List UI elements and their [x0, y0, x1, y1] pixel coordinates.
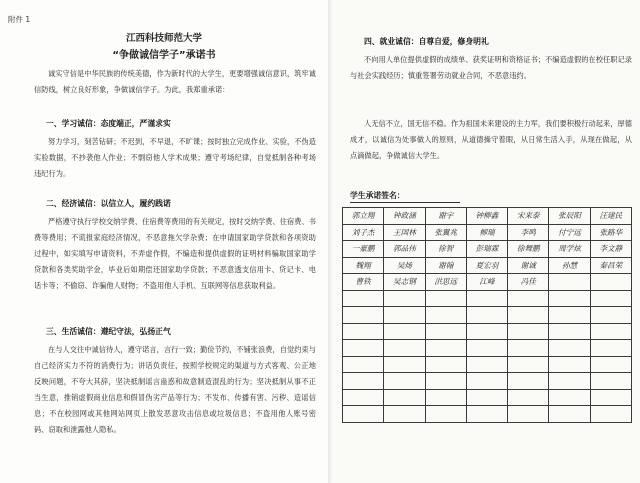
signature-cell: [384, 406, 425, 423]
signature-cell: [343, 307, 384, 324]
signature-underline: [350, 202, 460, 203]
signature-cell: 谢诚: [508, 257, 549, 274]
signature-cell: [508, 389, 549, 406]
signature-cell: [425, 406, 466, 423]
signature-cell: [590, 356, 631, 373]
closing-paragraph: 人无信不立，国无信不稳。作为祖国未来建设的主力军，我们要积极行动起来，厚德成才，以诚信为处事做人的原则，从道德操守着眼，从日常生活入手，从现在做起，从点滴做起，争做诚信大学生。: [350, 119, 632, 160]
signature-cell: 孙慧: [549, 257, 590, 274]
signature-cell: [508, 323, 549, 340]
section-1-heading: 一、学习诚信：态度端正，严谨求实: [46, 119, 171, 128]
signature-row: [343, 323, 632, 340]
signature-cell: 谢翰: [425, 257, 466, 274]
signature-row: [343, 307, 632, 324]
signature-cell: [466, 406, 507, 423]
signature-row: [343, 224, 632, 241]
signature-cell: [425, 373, 466, 390]
intro-paragraph: 诚实守信是中华民族的传统美德，作为新时代的大学生，更要增强诚信意识，筑牢诚信防线，树立良好形象，争做诚信学子。为此，我郑重承诺：: [34, 69, 316, 94]
signature-cell: 周学炫: [549, 241, 590, 258]
signature-cell: [590, 307, 631, 324]
signature-cell: [466, 307, 507, 324]
signature-cell: 一豪鹏: [343, 241, 384, 258]
right-page: [332, 0, 640, 483]
signature-cell: [508, 373, 549, 390]
signature-cell: [508, 356, 549, 373]
signature-cell: [590, 340, 631, 357]
signature-cell: [590, 274, 631, 291]
signature-cell: [549, 290, 590, 307]
signature-cell: 柳瑞: [466, 224, 507, 241]
signature-row: [343, 356, 632, 373]
signature-cell: [343, 323, 384, 340]
signature-cell: [508, 406, 549, 423]
signature-label: 学生承诺签名：: [350, 191, 405, 200]
section-2-text: 严格遵守执行学校交纳学费、住宿费等费用的有关规定，按时交纳学费、住宿费、书费等费用；不谎报家庭经济情况，不恶意拖欠学杂费；在申请国家助学贷款和各项资助过程中，如实填写申请资料，不弄虚作假，不编造和提供虚假的证明材料骗取国家助学贷款和各类奖助学金，毕业后如期偿还国家助学贷款；不恶意透支信用卡、贷记卡、电话卡等；不偷窃、诈骗他人财物；不盗用他人手机、互联网等信息获取利益。: [34, 217, 316, 290]
signature-cell: [549, 373, 590, 390]
signature-cell: 徐智: [425, 241, 466, 258]
signature-cell: [425, 307, 466, 324]
signature-cell: 王国林: [384, 224, 425, 241]
signature-cell: [425, 356, 466, 373]
signature-cell: 曹铁: [343, 274, 384, 291]
signature-cell: [343, 389, 384, 406]
signature-table: [342, 207, 632, 423]
signature-cell: 付宁远: [549, 224, 590, 241]
signature-cell: 钟政涵: [384, 208, 425, 225]
signature-cell: [384, 356, 425, 373]
signature-row: [343, 373, 632, 390]
signature-cell: [549, 307, 590, 324]
signature-cell: [384, 307, 425, 324]
signature-cell: [590, 406, 631, 423]
signature-cell: [590, 290, 631, 307]
signature-cell: [466, 389, 507, 406]
attachment-label: 附件 1: [8, 15, 31, 24]
signature-cell: 张辰阳: [549, 208, 590, 225]
signature-cell: 李文静: [590, 241, 631, 258]
signature-cell: 谢宇: [425, 208, 466, 225]
signature-cell: [384, 340, 425, 357]
signature-row: [343, 241, 632, 258]
signature-cell: [466, 290, 507, 307]
signature-cell: [466, 323, 507, 340]
university-name: 江西科技师范大学: [125, 33, 202, 44]
signature-cell: 秦昌荣: [590, 257, 631, 274]
signature-cell: [343, 373, 384, 390]
signature-cell: [425, 290, 466, 307]
signature-cell: [590, 389, 631, 406]
signature-cell: 汪建民: [590, 208, 631, 225]
signature-cell: [508, 307, 549, 324]
signature-cell: [425, 389, 466, 406]
signature-cell: [549, 356, 590, 373]
section-4-heading: 四、就业诚信：自尊自爱，修身明礼: [364, 37, 489, 46]
signature-row: [343, 389, 632, 406]
signature-cell: [384, 323, 425, 340]
signature-cell: 江峰: [466, 274, 507, 291]
section-4-text: 不向用人单位提供虚假的成绩单、获奖证明和资格证书；不编造虚假的在校任职记录与社会实践经历；慎重签署劳动就业合同，不恶意违约。: [350, 55, 632, 80]
signature-cell: 冯佳: [508, 274, 549, 291]
signature-cell: 吴志钢: [384, 274, 425, 291]
signature-cell: [549, 274, 590, 291]
section-3-text: 在与人交往中诚信待人，遵守诺言，言行一致；勤俭节约，不铺张浪费，自觉约束与自己经济实力不符的消费行为；讲话负责任，按照学校规定的渠道与方式客观、公正地反映问题，不夸大其辞，坚决抵制谣言蛊惑和故意制造混乱的行为；坚决抵制从事不正当生意，推销虚假商业信息和假冒伪劣产品等行为；不发布、传播有害、污秽、造谣信息；不在校园网或其他网站网页上散发恶意攻击信息或垃圾信息；不盗用他人账号密码、窃取和泄露他人隐私。: [34, 345, 316, 434]
signature-cell: 彭瑞霖: [466, 241, 507, 258]
signature-cell: [343, 290, 384, 307]
signature-cell: 洪思远: [425, 274, 466, 291]
signature-row: [343, 257, 632, 274]
signature-cell: [384, 373, 425, 390]
signature-cell: 郭立翔: [343, 208, 384, 225]
signature-cell: [343, 356, 384, 373]
section-2-heading: 二、经济诚信：以信立人，履约践诺: [46, 199, 171, 208]
section-3-heading: 三、生活诚信：遵纪守法，弘扬正气: [46, 327, 171, 336]
signature-row: [343, 290, 632, 307]
signature-cell: [425, 323, 466, 340]
signature-cell: [590, 373, 631, 390]
signature-cell: 刘子杰: [343, 224, 384, 241]
signature-row: [343, 208, 632, 225]
signature-cell: [549, 323, 590, 340]
signature-cell: 吴炀: [384, 257, 425, 274]
signature-cell: 张路华: [590, 224, 631, 241]
signature-cell: [425, 340, 466, 357]
signature-cell: 李鸣: [508, 224, 549, 241]
signature-cell: [508, 340, 549, 357]
signature-cell: 宋来泰: [508, 208, 549, 225]
signature-cell: 郭品伟: [384, 241, 425, 258]
signature-row: [343, 406, 632, 423]
signature-cell: [343, 406, 384, 423]
signature-cell: [549, 340, 590, 357]
signature-cell: [384, 389, 425, 406]
section-1-text: 努力学习，刻苦钻研；不迟到，不早退，不旷课；按时独立完成作业、实验，不伪造实验数据，不抄袭他人作业；不剽窃他人学术成果；遵守考场纪律，自觉抵制各种考场违纪行为。: [34, 137, 316, 178]
signature-cell: 徐舞鹏: [508, 241, 549, 258]
signature-cell: [549, 389, 590, 406]
signature-cell: 张翼兆: [425, 224, 466, 241]
signature-cell: [508, 290, 549, 307]
signature-row: [343, 340, 632, 357]
signature-cell: [384, 290, 425, 307]
document-title: “争做诚信学子”承诺书: [112, 50, 216, 61]
signature-cell: [466, 340, 507, 357]
signature-cell: 魏翔: [343, 257, 384, 274]
signature-cell: 钟柳鑫: [466, 208, 507, 225]
signature-cell: [549, 406, 590, 423]
signature-row: [343, 274, 632, 291]
signature-cell: 夏宏羽: [466, 257, 507, 274]
signature-cell: [590, 323, 631, 340]
signature-cell: [466, 356, 507, 373]
signature-cell: [343, 340, 384, 357]
signature-cell: [466, 373, 507, 390]
